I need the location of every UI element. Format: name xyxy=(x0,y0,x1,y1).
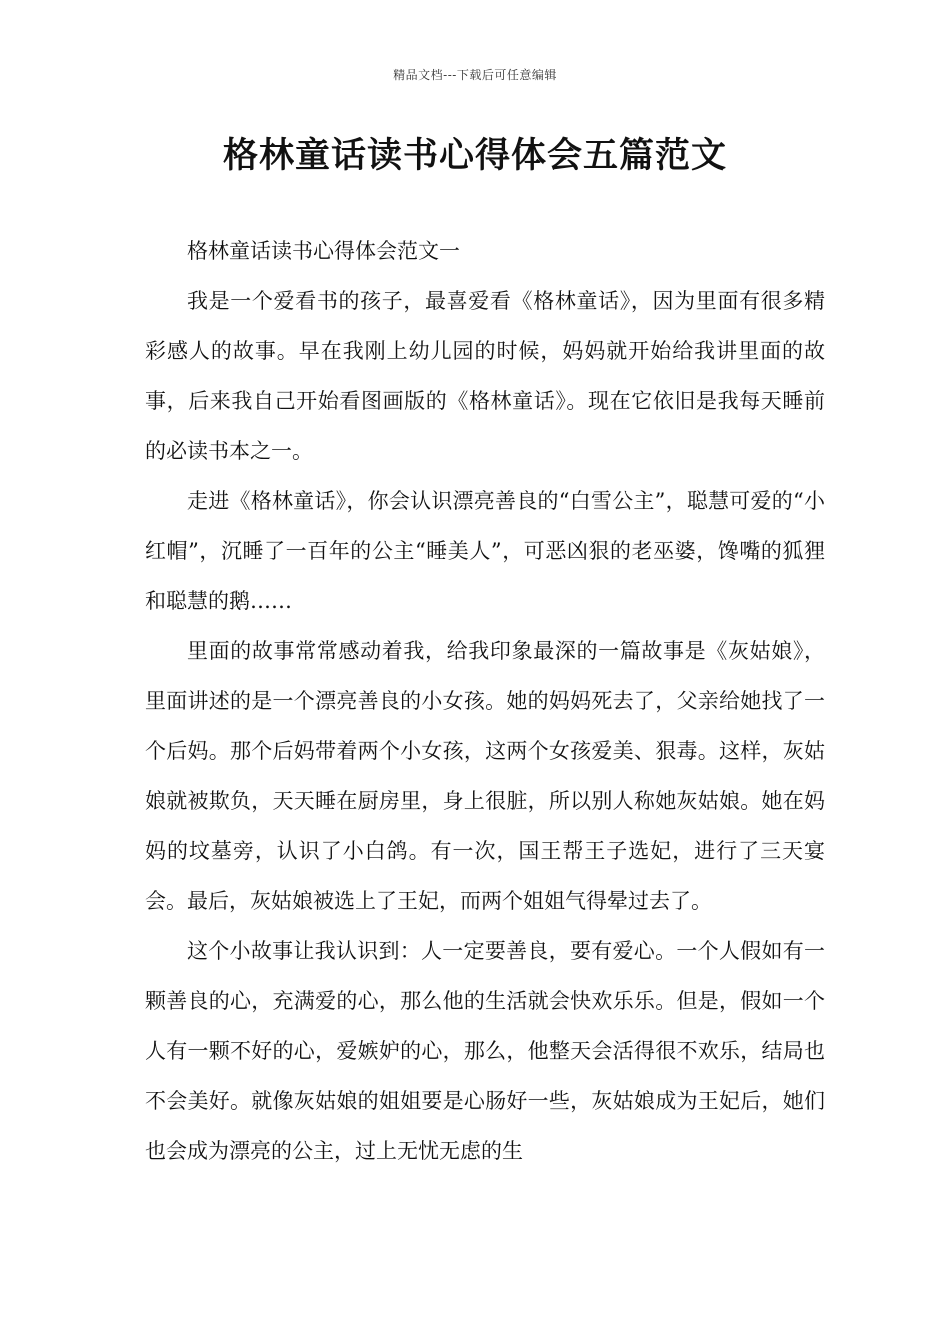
section-heading: 格林童话读书心得体会范文一 xyxy=(187,239,460,263)
document-body xyxy=(145,226,825,1176)
paragraph: 走进《格林童话》，你会认识漂亮善良的“白雪公主”，聪慧可爱的“小红帽”，沉睡了一百年的公主“睡美人”，可恶凶狠的老巫婆，馋嘴的狐狸和聪慧的鹅…… xyxy=(145,489,825,613)
paragraph: 我是一个爱看书的孩子，最喜爱看《格林童话》，因为里面有很多精彩感人的故事。早在我刚上幼儿园的时候，妈妈就开始给我讲里面的故事，后来我自己开始看图画版的《格林童话》。现在它依旧是我每天睡前的必读书本之一。 xyxy=(145,289,825,463)
paragraph: 里面的故事常常感动着我，给我印象最深的一篇故事是《灰姑娘》，里面讲述的是一个漂亮善良的小女孩。她的妈妈死去了，父亲给她找了一个后妈。那个后妈带着两个小女孩，这两个女孩爱美、狠毒。这样，灰姑娘就被欺负，天天睡在厨房里，身上很脏，所以别人称她灰姑娘。她在妈妈的坟墓旁，认识了小白鸽。有一次，国王帮王子选妃，进行了三天宴会。最后，灰姑娘被选上了王妃，而两个姐姐气得晕过去了。 xyxy=(145,639,825,913)
paragraph: 这个小故事让我认识到：人一定要善良，要有爱心。一个人假如有一颗善良的心，充满爱的心，那么他的生活就会快欢乐乐。但是，假如一个人有一颗不好的心，爱嫉妒的心，那么，他整天会活得很不欢乐，结局也不会美好。就像灰姑娘的姐姐要是心肠好一些，灰姑娘成为王妃后，她们也会成为漂亮的公主，过上无忧无虑的生 xyxy=(145,939,825,1163)
header-note: 精品文档---下载后可任意编辑 xyxy=(393,68,557,82)
document-title: 格林童话读书心得体会五篇范文 xyxy=(222,135,727,176)
